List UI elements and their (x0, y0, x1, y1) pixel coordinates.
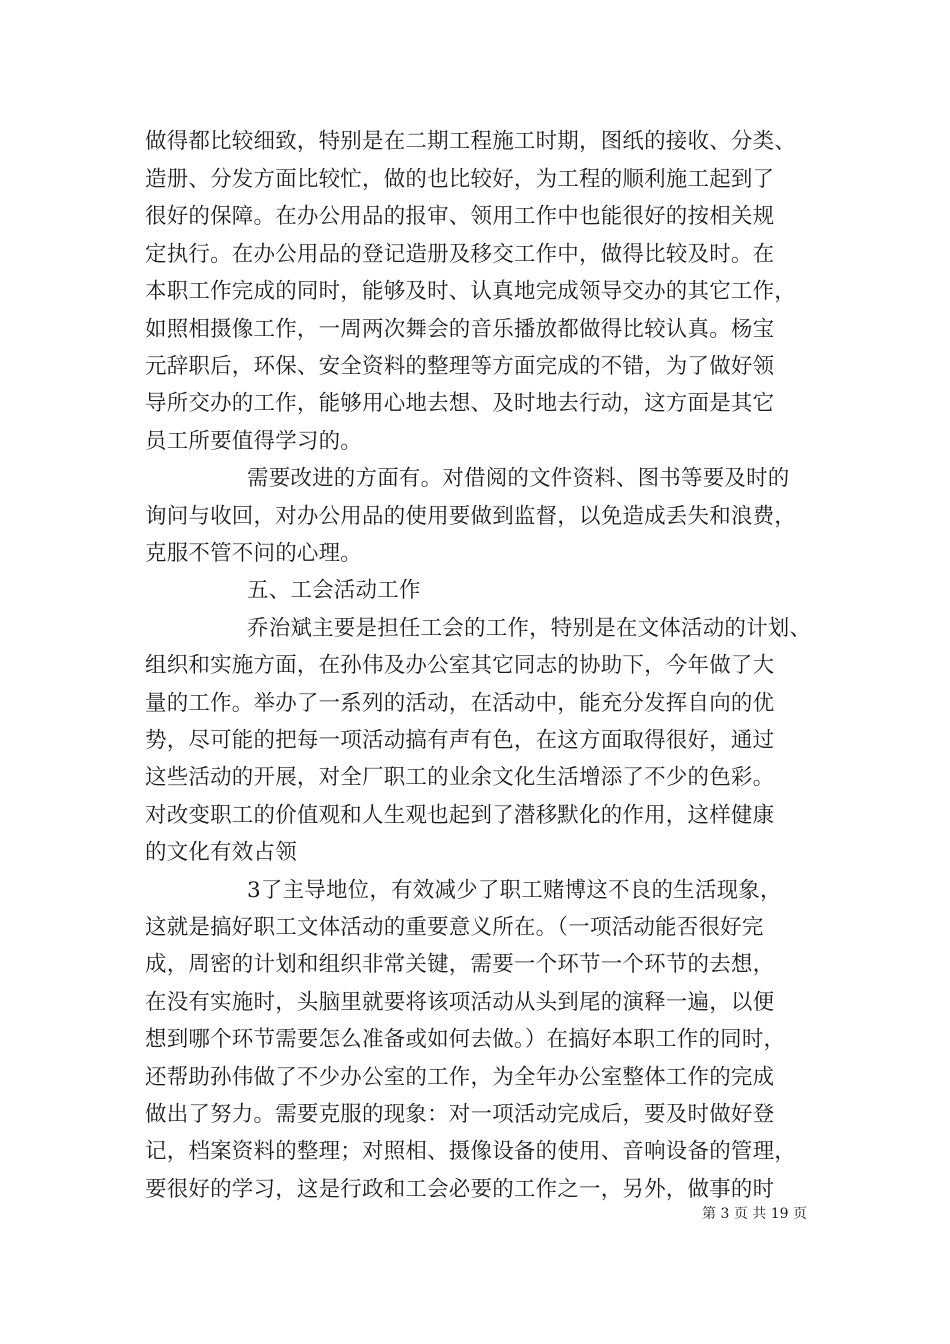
body-line-5: 本职工作完成的同时，能够及时、认真地完成领导交办的其它工作， (145, 279, 797, 304)
body-line-26: 还帮助孙伟做了不少办公室的工作，为全年办公室整体工作的完成 (145, 1065, 775, 1090)
paragraph-union-start: 乔治斌主要是担任工会的工作，特别是在文体活动的计划、 (247, 616, 812, 641)
page-number: 第 3 页 共 19 页 (702, 1206, 807, 1222)
body-line-29: 要很好的学习，这是行政和工会必要的工作之一，另外，做事的时 (145, 1177, 775, 1202)
body-line-16: 量的工作。举办了一系列的活动，在活动中，能充分发挥自向的优 (145, 691, 775, 716)
body-line-8: 导所交办的工作，能够用心地去想、及时地去行动，这方面是其它 (145, 391, 775, 416)
body-line-23: 成，周密的计划和组织非常关键，需要一个环节一个环节的去想， (145, 952, 775, 977)
body-line-3: 很好的保障。在办公用品的报审、领用工作中也能很好的按相关规 (145, 204, 775, 229)
section-heading-union: 五、工会活动工作 (247, 578, 421, 603)
body-line-18: 这些活动的开展，对全厂职工的业余文化生活增添了不少的色彩。 (145, 765, 775, 790)
body-line-24: 在没有实施时，头脑里就要将该项活动从头到尾的演释一遍，以便 (145, 990, 775, 1015)
paragraph-continued-start: 3了主导地位，有效减少了职工赌博这不良的生活现象， (247, 878, 782, 903)
body-line-2: 造册、分发方面比较忙，做的也比较好，为工程的顺利施工起到了 (145, 167, 775, 192)
body-line-1: 做得都比较细致，特别是在二期工程施工时期，图纸的接收、分类、 (145, 129, 797, 154)
body-line-9: 员工所要值得学习的。 (145, 429, 363, 454)
body-line-20: 的文化有效占领 (145, 840, 297, 865)
body-line-7: 元辞职后，环保、安全资料的整理等方面完成的不错，为了做好领 (145, 354, 775, 379)
body-line-27: 做出了努力。需要克服的现象：对一项活动完成后，要及时做好登 (145, 1102, 775, 1127)
body-line-28: 记，档案资料的整理；对照相、摄像设备的使用、音响设备的管理， (145, 1139, 797, 1164)
body-line-22: 这就是搞好职工文体活动的重要意义所在。（一项活动能否很好完 (145, 915, 764, 940)
body-line-17: 势，尽可能的把每一项活动搞有声有色，在这方面取得很好，通过 (145, 728, 775, 753)
body-line-19: 对改变职工的价值观和人生观也起到了潜移默化的作用，这样健康 (145, 803, 775, 828)
body-line-15: 组织和实施方面，在孙伟及办公室其它同志的协助下，今年做了大 (145, 653, 775, 678)
paragraph-improvement-start: 需要改进的方面有。对借阅的文件资料、图书等要及时的 (247, 466, 790, 491)
body-line-25: 想到哪个环节需要怎么准备或如何去做。）在搞好本职工作的同时， (145, 1027, 786, 1052)
body-line-11: 询问与收回，对办公用品的使用要做到监督，以免造成丢失和浪费， (145, 504, 797, 529)
body-line-6: 如照相摄像工作，一周两次舞会的音乐播放都做得比较认真。杨宝 (145, 317, 775, 342)
body-line-4: 定执行。在办公用品的登记造册及移交工作中，做得比较及时。在 (145, 242, 775, 267)
body-line-12: 克服不管不问的心理。 (145, 541, 363, 566)
